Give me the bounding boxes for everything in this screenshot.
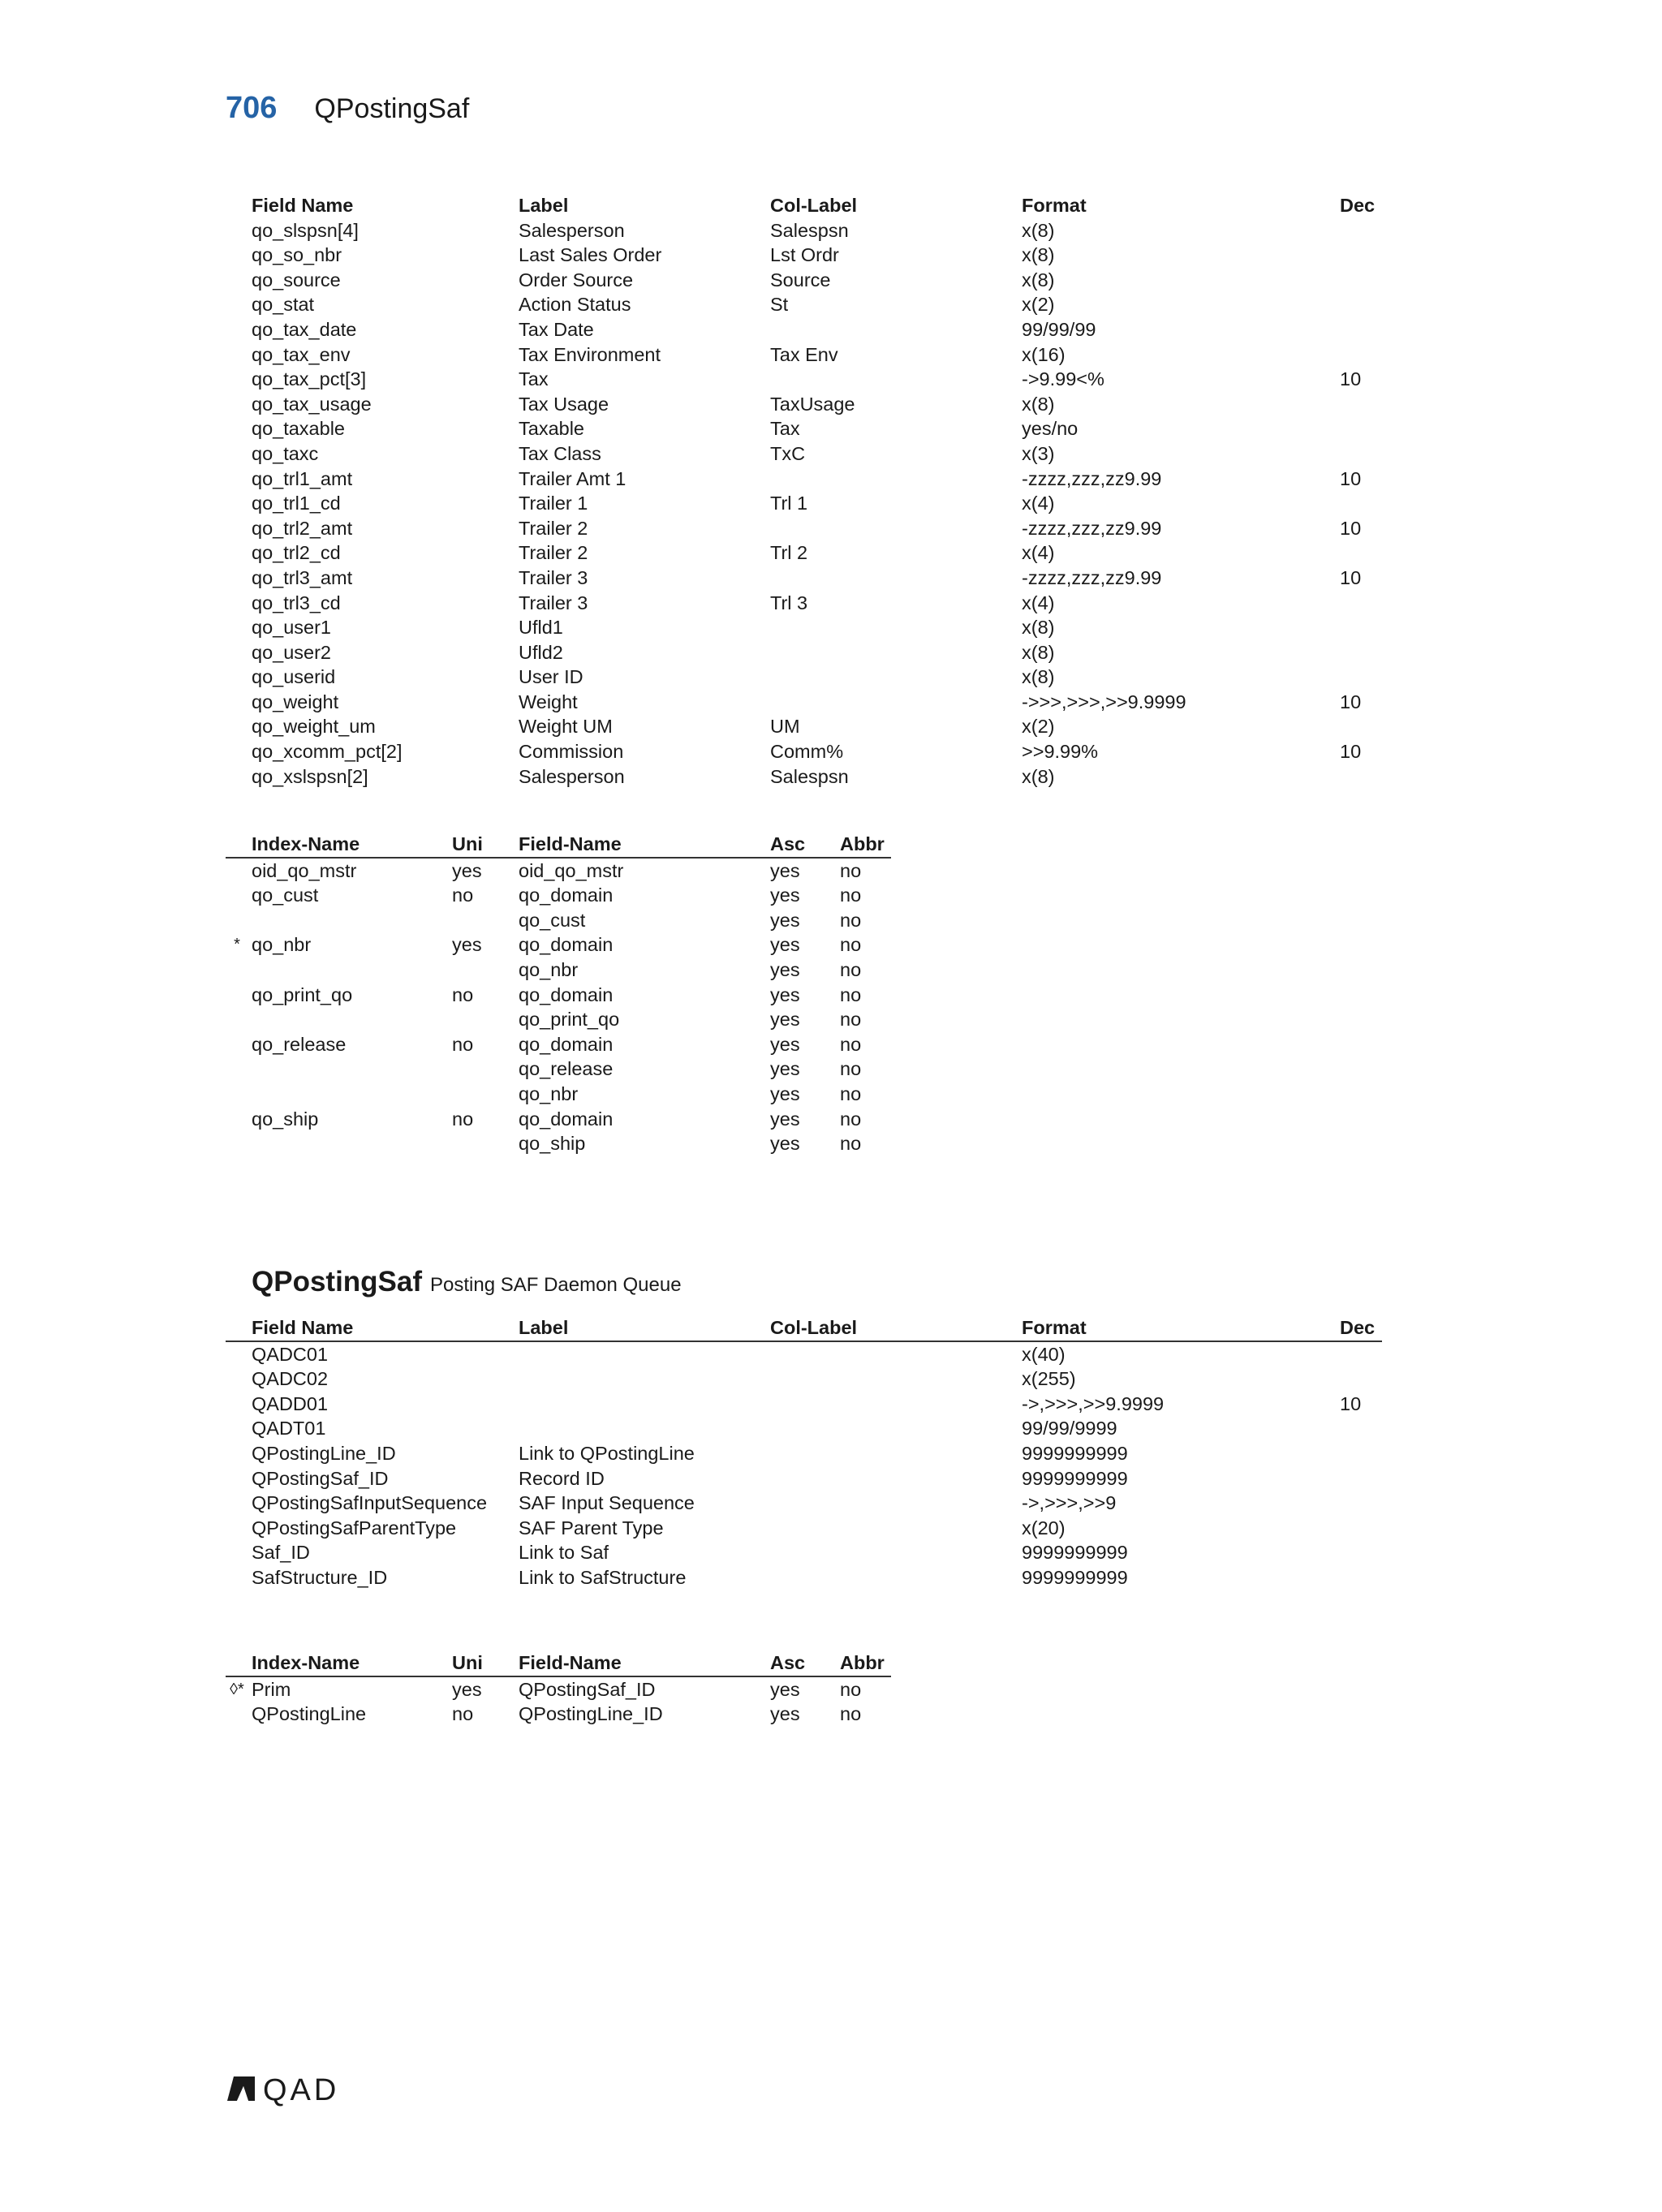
index-name-cell: qo_cust xyxy=(252,884,319,906)
field-name-cell: QADC01 xyxy=(252,1343,329,1365)
label-cell: Ufld1 xyxy=(519,617,563,639)
label-cell: Tax Class xyxy=(519,442,601,464)
col-label-cell: Tax Env xyxy=(770,343,838,365)
field-name-cell: qo_user1 xyxy=(252,617,331,639)
col-header-asc: Asc xyxy=(770,1652,806,1673)
format-cell: x(8) xyxy=(1022,219,1055,241)
field-name-cell: QPostingSaf_ID xyxy=(519,1678,656,1700)
col-label-cell: UM xyxy=(770,716,800,738)
col-label-cell: Salespsn xyxy=(770,219,849,241)
col-header-field-name: Field Name xyxy=(252,1317,354,1338)
field-name-cell: qo_user2 xyxy=(252,641,331,663)
format-cell: x(8) xyxy=(1022,269,1055,290)
table-body xyxy=(226,1342,1382,1590)
index-marker: ◊* xyxy=(230,1680,244,1698)
label-cell: Salesperson xyxy=(519,765,625,787)
field-name-cell: QPostingSaf_ID xyxy=(252,1467,389,1489)
col-header-format: Format xyxy=(1022,1317,1087,1338)
label-cell: Record ID xyxy=(519,1467,605,1489)
table-row xyxy=(226,367,1382,392)
table-row xyxy=(226,317,1382,342)
abbr-cell: no xyxy=(840,909,862,931)
label-cell: Trailer 2 xyxy=(519,517,588,539)
asc-cell: yes xyxy=(770,1082,800,1104)
col-header-dec: Dec xyxy=(1340,195,1376,216)
section-name: QPostingSaf xyxy=(252,1266,423,1298)
table-header xyxy=(226,193,1382,218)
col-header-asc: Asc xyxy=(770,833,806,854)
table-row xyxy=(226,690,1382,715)
field-name-cell: qo_xslspsn[2] xyxy=(252,765,368,787)
uni-cell: yes xyxy=(452,1678,482,1700)
format-cell: x(2) xyxy=(1022,294,1055,316)
format-cell: x(4) xyxy=(1022,542,1055,564)
uni-cell: no xyxy=(452,1703,474,1725)
field-name-cell: qo_tax_date xyxy=(252,318,357,340)
table-row xyxy=(226,1342,1382,1367)
table-row xyxy=(226,491,1382,516)
label-cell: Commission xyxy=(519,741,624,763)
field-name-cell: qo_print_qo xyxy=(519,1009,620,1031)
index-row xyxy=(226,1007,891,1032)
field-name-cell: QADT01 xyxy=(252,1418,326,1440)
abbr-cell: no xyxy=(840,958,862,980)
table-row xyxy=(226,591,1382,616)
index-name-cell: QPostingLine xyxy=(252,1703,367,1725)
index-row xyxy=(226,883,891,908)
table-row xyxy=(226,243,1382,268)
format-cell: -zzzz,zzz,zz9.99 xyxy=(1022,566,1162,588)
asc-cell: yes xyxy=(770,1133,800,1155)
format-cell: x(20) xyxy=(1022,1517,1066,1539)
field-table-2 xyxy=(226,1315,1382,1590)
index-table-2 xyxy=(226,1650,891,1727)
label-cell: Order Source xyxy=(519,269,634,290)
label-cell: Weight UM xyxy=(519,716,613,738)
table-row xyxy=(226,218,1382,243)
field-name-cell: qo_trl1_cd xyxy=(252,493,341,514)
index-table-header xyxy=(226,1650,891,1677)
label-cell: Tax Usage xyxy=(519,393,609,415)
format-cell: 99/99/9999 xyxy=(1022,1418,1117,1440)
index-row xyxy=(226,1082,891,1107)
page-number: 706 xyxy=(226,91,278,125)
label-cell: Weight xyxy=(519,691,578,712)
label-cell: SAF Parent Type xyxy=(519,1517,664,1539)
field-name-cell: qo_source xyxy=(252,269,341,290)
asc-cell: yes xyxy=(770,1108,800,1130)
asc-cell: yes xyxy=(770,934,800,956)
field-name-cell: Saf_ID xyxy=(252,1542,310,1564)
col-header-index-name: Index-Name xyxy=(252,1652,360,1673)
field-name-cell: qo_domain xyxy=(519,934,614,956)
col-header-abbr: Abbr xyxy=(840,1652,885,1673)
dec-cell: 10 xyxy=(1340,368,1362,390)
field-name-cell: qo_trl1_amt xyxy=(252,467,353,489)
table-row xyxy=(226,665,1382,690)
col-label-cell: Salespsn xyxy=(770,765,849,787)
label-cell: Taxable xyxy=(519,418,584,440)
field-name-cell: oid_qo_mstr xyxy=(519,859,624,881)
label-cell: Link to SafStructure xyxy=(519,1566,687,1588)
index-table-1 xyxy=(226,832,891,1156)
col-header-dec: Dec xyxy=(1340,1317,1376,1338)
label-cell: Trailer 3 xyxy=(519,592,588,613)
col-header-uni: Uni xyxy=(452,1652,483,1673)
col-label-cell: Tax xyxy=(770,418,800,440)
label-cell: Link to QPostingLine xyxy=(519,1442,695,1464)
field-name-cell: qo_stat xyxy=(252,294,315,316)
uni-cell: yes xyxy=(452,934,482,956)
table-row xyxy=(226,268,1382,293)
format-cell: -zzzz,zzz,zz9.99 xyxy=(1022,467,1162,489)
field-name-cell: qo_domain xyxy=(519,1108,614,1130)
format-cell: x(4) xyxy=(1022,592,1055,613)
label-cell: Link to Saf xyxy=(519,1542,609,1564)
table-row xyxy=(226,714,1382,739)
label-cell: Tax Environment xyxy=(519,343,661,365)
format-cell: x(16) xyxy=(1022,343,1066,365)
field-table-1 xyxy=(226,193,1382,789)
field-name-cell: qo_taxc xyxy=(252,442,319,464)
field-name-cell: qo_domain xyxy=(519,884,614,906)
asc-cell: yes xyxy=(770,884,800,906)
abbr-cell: no xyxy=(840,1108,862,1130)
abbr-cell: no xyxy=(840,983,862,1005)
format-cell: x(8) xyxy=(1022,617,1055,639)
index-row xyxy=(226,983,891,1008)
format-cell: x(2) xyxy=(1022,716,1055,738)
page-header xyxy=(226,91,469,126)
section-title xyxy=(252,1266,682,1298)
field-name-cell: qo_xcomm_pct[2] xyxy=(252,741,403,763)
table-row xyxy=(226,540,1382,566)
running-title: QPostingSaf xyxy=(314,93,470,124)
col-label-cell: Comm% xyxy=(770,741,844,763)
format-cell: 9999999999 xyxy=(1022,1467,1128,1489)
col-header-col-label: Col-Label xyxy=(770,195,858,216)
index-name-cell: qo_release xyxy=(252,1033,347,1055)
index-row xyxy=(226,958,891,983)
field-name-cell: QPostingLine_ID xyxy=(519,1703,663,1725)
index-row xyxy=(226,1057,891,1082)
col-header-field-name: Field-Name xyxy=(519,833,622,854)
asc-cell: yes xyxy=(770,1058,800,1080)
table-row xyxy=(226,566,1382,591)
qad-logo-icon xyxy=(226,2075,256,2107)
dec-cell: 10 xyxy=(1340,566,1362,588)
index-row xyxy=(226,932,891,958)
table-row xyxy=(226,640,1382,665)
format-cell: ->9.99<% xyxy=(1022,368,1104,390)
field-name-cell: qo_trl3_cd xyxy=(252,592,341,613)
label-cell: SAF Input Sequence xyxy=(519,1492,695,1514)
field-name-cell: qo_tax_env xyxy=(252,343,351,365)
abbr-cell: no xyxy=(840,1082,862,1104)
label-cell: Trailer 2 xyxy=(519,542,588,564)
uni-cell: yes xyxy=(452,859,482,881)
field-name-cell: qo_weight xyxy=(252,691,339,712)
field-name-cell: qo_nbr xyxy=(519,958,579,980)
index-table-body xyxy=(226,1677,891,1727)
table-row xyxy=(226,1565,1382,1590)
field-name-cell: qo_cust xyxy=(519,909,586,931)
uni-cell: no xyxy=(452,884,474,906)
index-row xyxy=(226,1702,891,1727)
dec-cell: 10 xyxy=(1340,691,1362,712)
col-label-cell: St xyxy=(770,294,789,316)
field-name-cell: qo_taxable xyxy=(252,418,345,440)
format-cell: -zzzz,zzz,zz9.99 xyxy=(1022,517,1162,539)
dec-cell: 10 xyxy=(1340,517,1362,539)
asc-cell: yes xyxy=(770,1033,800,1055)
table-row xyxy=(226,615,1382,640)
format-cell: ->>>,>>>,>>9.9999 xyxy=(1022,691,1186,712)
field-name-cell: QPostingSafParentType xyxy=(252,1517,457,1539)
label-cell: Tax xyxy=(519,368,549,390)
col-label-cell: Source xyxy=(770,269,831,290)
field-name-cell: qo_slspsn[4] xyxy=(252,219,359,241)
footer-logo xyxy=(226,2073,339,2108)
abbr-cell: no xyxy=(840,1703,862,1725)
format-cell: >>9.99% xyxy=(1022,741,1099,763)
table-row xyxy=(226,1416,1382,1441)
field-name-cell: qo_trl2_amt xyxy=(252,517,353,539)
asc-cell: yes xyxy=(770,1678,800,1700)
table-row xyxy=(226,1516,1382,1541)
col-label-cell: Trl 1 xyxy=(770,493,808,514)
section-description: Posting SAF Daemon Queue xyxy=(430,1274,682,1296)
field-name-cell: qo_trl2_cd xyxy=(252,542,341,564)
label-cell: Salesperson xyxy=(519,219,625,241)
format-cell: x(4) xyxy=(1022,493,1055,514)
format-cell: ->,>>>,>>9.9999 xyxy=(1022,1392,1165,1414)
col-header-uni: Uni xyxy=(452,833,483,854)
index-name-cell: oid_qo_mstr xyxy=(252,859,357,881)
field-name-cell: qo_release xyxy=(519,1058,614,1080)
field-name-cell: qo_domain xyxy=(519,1033,614,1055)
label-cell: Ufld2 xyxy=(519,641,563,663)
format-cell: x(8) xyxy=(1022,641,1055,663)
index-name-cell: qo_print_qo xyxy=(252,983,353,1005)
field-name-cell: qo_weight_um xyxy=(252,716,376,738)
table-row xyxy=(226,739,1382,764)
col-header-field-name: Field Name xyxy=(252,195,354,216)
field-name-cell: qo_ship xyxy=(519,1133,586,1155)
table-row xyxy=(226,392,1382,417)
dec-cell: 10 xyxy=(1340,467,1362,489)
logo-text: QAD xyxy=(263,2073,340,2107)
field-name-cell: QADD01 xyxy=(252,1392,329,1414)
abbr-cell: no xyxy=(840,1033,862,1055)
asc-cell: yes xyxy=(770,958,800,980)
format-cell: x(8) xyxy=(1022,244,1055,266)
label-cell: Tax Date xyxy=(519,318,594,340)
table-row xyxy=(226,292,1382,317)
index-table-header xyxy=(226,832,891,859)
col-header-label: Label xyxy=(519,1317,569,1338)
index-row xyxy=(226,859,891,884)
table-row xyxy=(226,1540,1382,1565)
index-marker: * xyxy=(234,936,240,954)
col-header-label: Label xyxy=(519,195,569,216)
format-cell: x(40) xyxy=(1022,1343,1066,1365)
field-name-cell: qo_userid xyxy=(252,666,336,688)
format-cell: 99/99/99 xyxy=(1022,318,1096,340)
asc-cell: yes xyxy=(770,1703,800,1725)
col-header-index-name: Index-Name xyxy=(252,833,360,854)
col-label-cell: TxC xyxy=(770,442,806,464)
asc-cell: yes xyxy=(770,1009,800,1031)
col-header-col-label: Col-Label xyxy=(770,1317,858,1338)
field-name-cell: qo_tax_usage xyxy=(252,393,372,415)
field-name-cell: QADC02 xyxy=(252,1368,329,1390)
format-cell: x(8) xyxy=(1022,666,1055,688)
format-cell: x(8) xyxy=(1022,393,1055,415)
field-name-cell: qo_so_nbr xyxy=(252,244,342,266)
table-row xyxy=(226,1491,1382,1516)
label-cell: Trailer Amt 1 xyxy=(519,467,626,489)
field-name-cell: QPostingLine_ID xyxy=(252,1442,396,1464)
field-name-cell: qo_nbr xyxy=(519,1082,579,1104)
format-cell: 9999999999 xyxy=(1022,1566,1128,1588)
col-label-cell: TaxUsage xyxy=(770,393,855,415)
table-row xyxy=(226,516,1382,541)
abbr-cell: no xyxy=(840,859,862,881)
field-name-cell: qo_trl3_amt xyxy=(252,566,353,588)
col-label-cell: Lst Ordr xyxy=(770,244,839,266)
format-cell: 9999999999 xyxy=(1022,1442,1128,1464)
label-cell: Last Sales Order xyxy=(519,244,662,266)
field-name-cell: QPostingSafInputSequence xyxy=(252,1492,488,1514)
table-row xyxy=(226,416,1382,441)
asc-cell: yes xyxy=(770,909,800,931)
index-row xyxy=(226,1131,891,1156)
col-header-abbr: Abbr xyxy=(840,833,885,854)
format-cell: x(8) xyxy=(1022,765,1055,787)
table-row xyxy=(226,1441,1382,1466)
index-table-body xyxy=(226,859,891,1156)
label-cell: Trailer 1 xyxy=(519,493,588,514)
table-row xyxy=(226,1392,1382,1417)
abbr-cell: no xyxy=(840,934,862,956)
col-header-format: Format xyxy=(1022,195,1087,216)
index-row xyxy=(226,1107,891,1132)
uni-cell: no xyxy=(452,1108,474,1130)
table-row xyxy=(226,467,1382,492)
table-row xyxy=(226,342,1382,368)
format-cell: yes/no xyxy=(1022,418,1079,440)
index-name-cell: Prim xyxy=(252,1678,291,1700)
index-row xyxy=(226,908,891,933)
col-header-field-name: Field-Name xyxy=(519,1652,622,1673)
field-name-cell: qo_domain xyxy=(519,983,614,1005)
index-row xyxy=(226,1032,891,1057)
format-cell: x(3) xyxy=(1022,442,1055,464)
abbr-cell: no xyxy=(840,884,862,906)
uni-cell: no xyxy=(452,1033,474,1055)
label-cell: User ID xyxy=(519,666,583,688)
uni-cell: no xyxy=(452,983,474,1005)
abbr-cell: no xyxy=(840,1133,862,1155)
abbr-cell: no xyxy=(840,1678,862,1700)
field-name-cell: SafStructure_ID xyxy=(252,1566,388,1588)
asc-cell: yes xyxy=(770,983,800,1005)
table-header xyxy=(226,1315,1382,1342)
table-row xyxy=(226,441,1382,467)
table-row xyxy=(226,1366,1382,1392)
table-row xyxy=(226,1466,1382,1491)
abbr-cell: no xyxy=(840,1058,862,1080)
format-cell: ->,>>>,>>9 xyxy=(1022,1492,1117,1514)
field-name-cell: qo_tax_pct[3] xyxy=(252,368,367,390)
col-label-cell: Trl 3 xyxy=(770,592,808,613)
dec-cell: 10 xyxy=(1340,741,1362,763)
asc-cell: yes xyxy=(770,859,800,881)
label-cell: Trailer 3 xyxy=(519,566,588,588)
table-row xyxy=(226,764,1382,790)
index-row xyxy=(226,1677,891,1702)
format-cell: x(255) xyxy=(1022,1368,1076,1390)
label-cell: Action Status xyxy=(519,294,631,316)
format-cell: 9999999999 xyxy=(1022,1542,1128,1564)
dec-cell: 10 xyxy=(1340,1392,1362,1414)
index-name-cell: qo_nbr xyxy=(252,934,312,956)
col-label-cell: Trl 2 xyxy=(770,542,808,564)
table-body xyxy=(226,218,1382,790)
abbr-cell: no xyxy=(840,1009,862,1031)
index-name-cell: qo_ship xyxy=(252,1108,319,1130)
